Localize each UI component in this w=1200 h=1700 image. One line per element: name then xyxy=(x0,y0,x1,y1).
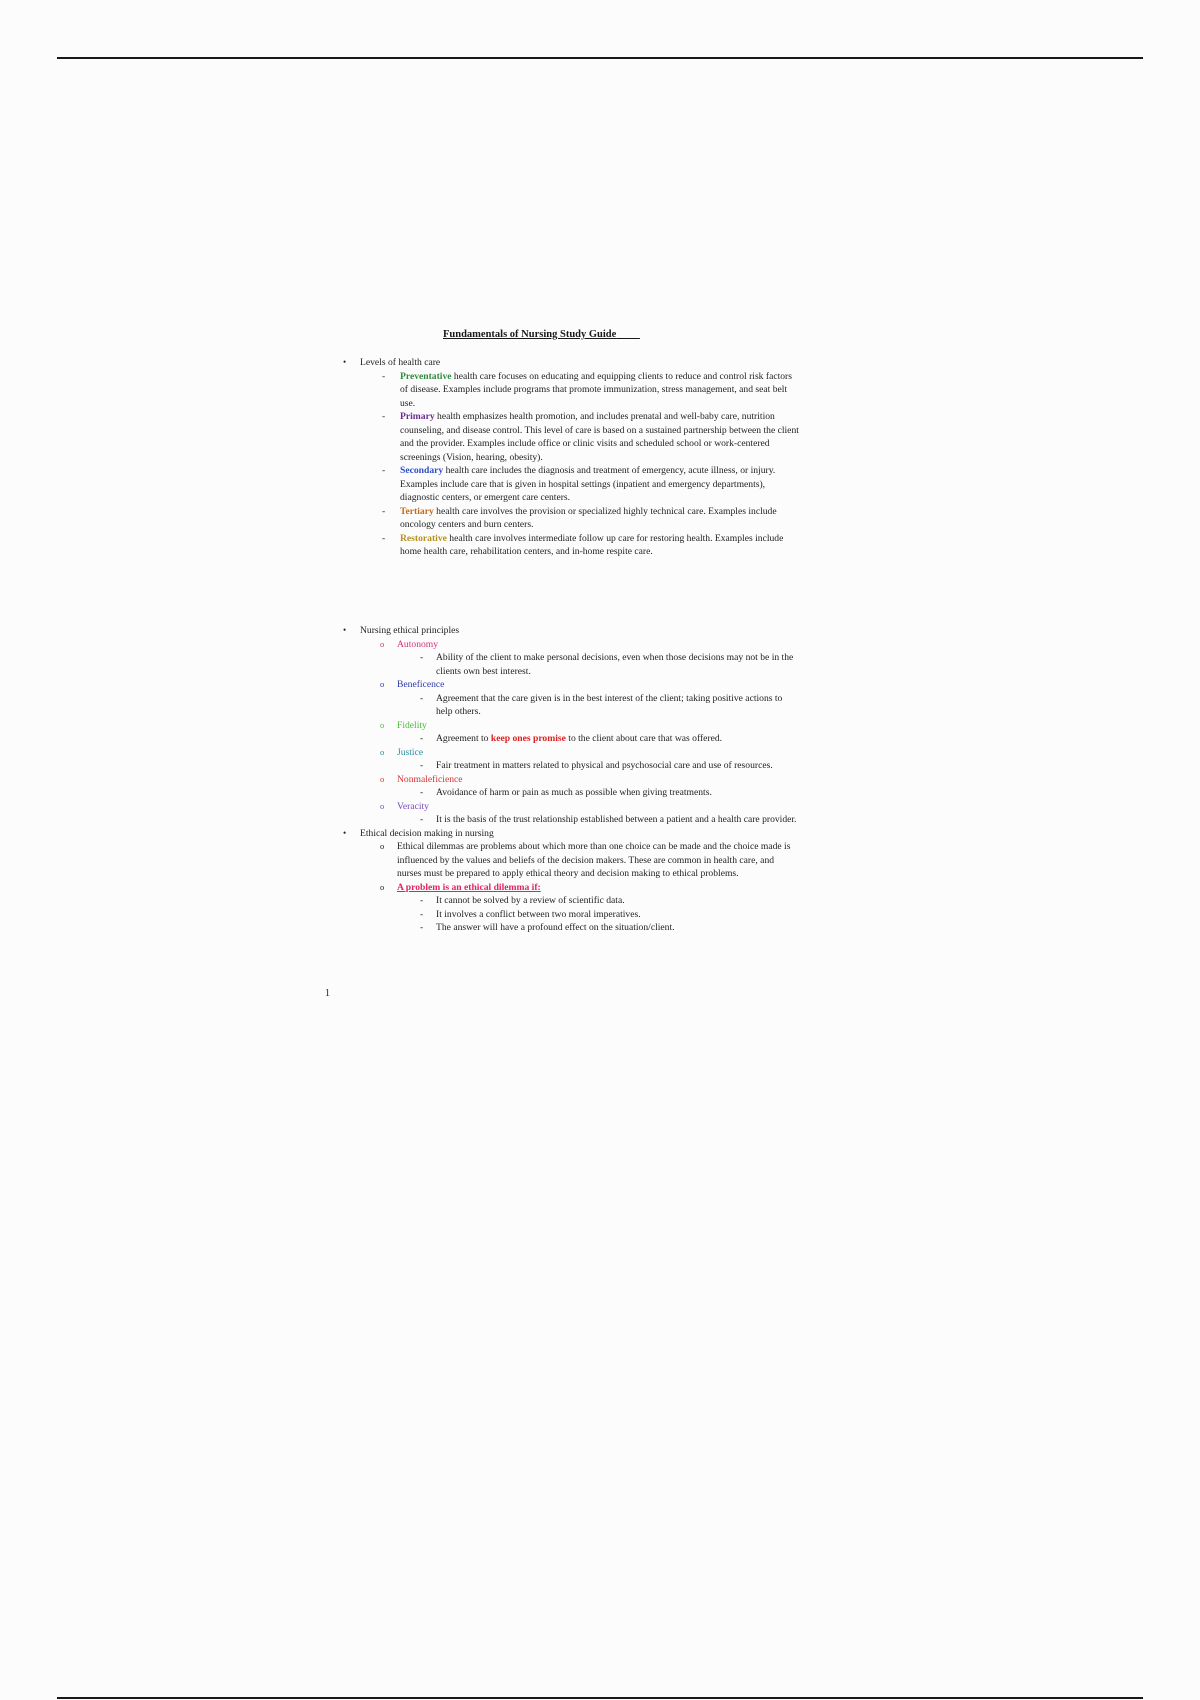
level-item-preventative: - Preventative health care focuses on educating and equipping clients to reduce and control risk factors of disease. Examples include programs that promote immunization, stress management, and seat belt use. xyxy=(340,370,800,411)
level-item-secondary: - Secondary health care includes the diagnosis and treatment of emergency, acute illness, or injury. Examples include care that is given in hospital settings (inpatient and emergency departments), diagnostic centers, or emergent care centers. xyxy=(340,464,800,505)
page-number: 1 xyxy=(325,988,330,999)
levels-heading: • Levels of health care xyxy=(340,356,800,370)
top-rule xyxy=(57,57,1143,59)
principle-justice-desc: - Fair treatment in matters related to physical and psychosocial care and use of resources. xyxy=(340,759,800,773)
principle-fidelity: o Fidelity xyxy=(340,719,800,733)
dilemma-heading: o A problem is an ethical dilemma if: xyxy=(340,881,800,895)
bottom-rule xyxy=(57,1697,1143,1699)
principle-nonmaleficience-desc: - Avoidance of harm or pain as much as possible when giving treatments. xyxy=(340,786,800,800)
level-item-primary: - Primary health emphasizes health promotion, and includes prenatal and well-baby care, nutrition counseling, and disease control. This level of care is based on a sustained partnership between the client and the provider. Examples include office or clinic visits and scheduled school or work-centered screenings (Vision, hearing, obesity). xyxy=(340,410,800,464)
principle-veracity: o Veracity xyxy=(340,800,800,814)
section-ethical-principles xyxy=(340,624,800,935)
document-title: Fundamentals of Nursing Study Guide xyxy=(443,329,617,340)
dilemma-item: - It cannot be solved by a review of scientific data. xyxy=(340,894,800,908)
ethics-heading: • Nursing ethical principles xyxy=(340,624,800,638)
principle-autonomy: o Autonomy xyxy=(340,638,800,652)
principle-beneficence-desc: - Agreement that the care given is in the best interest of the client; taking positive actions to help others. xyxy=(340,692,800,719)
principle-nonmaleficience: o Nonmaleficience xyxy=(340,773,800,787)
principle-autonomy-desc: - Ability of the client to make personal decisions, even when those decisions may not be in the clients own best interest. xyxy=(340,651,800,678)
principle-fidelity-desc: - Agreement to keep ones promise to the client about care that was offered. xyxy=(340,732,800,746)
decision-intro: o Ethical dilemmas are problems about which more than one choice can be made and the choice made is influenced by the values and beliefs of the decision makers. These are common in health care, and nurses must be prepared to apply ethical theory and decision making to ethical problems. xyxy=(340,840,800,881)
principle-beneficence: o Beneficence xyxy=(340,678,800,692)
dilemma-item: - It involves a conflict between two moral imperatives. xyxy=(340,908,800,922)
principle-veracity-desc: - It is the basis of the trust relationship established between a patient and a health care provider. xyxy=(340,813,800,827)
level-item-tertiary: - Tertiary health care involves the provision or specialized highly technical care. Examples include oncology centers and burn centers. xyxy=(340,505,800,532)
decision-heading: • Ethical decision making in nursing xyxy=(340,827,800,841)
section-levels-of-care xyxy=(340,356,800,559)
level-item-restorative: - Restorative health care involves intermediate follow up care for restoring health. Examples include home health care, rehabilitation centers, and in-home respite care. xyxy=(340,532,800,559)
dilemma-item: - The answer will have a profound effect on the situation/client. xyxy=(340,921,800,935)
principle-justice: o Justice xyxy=(340,746,800,760)
